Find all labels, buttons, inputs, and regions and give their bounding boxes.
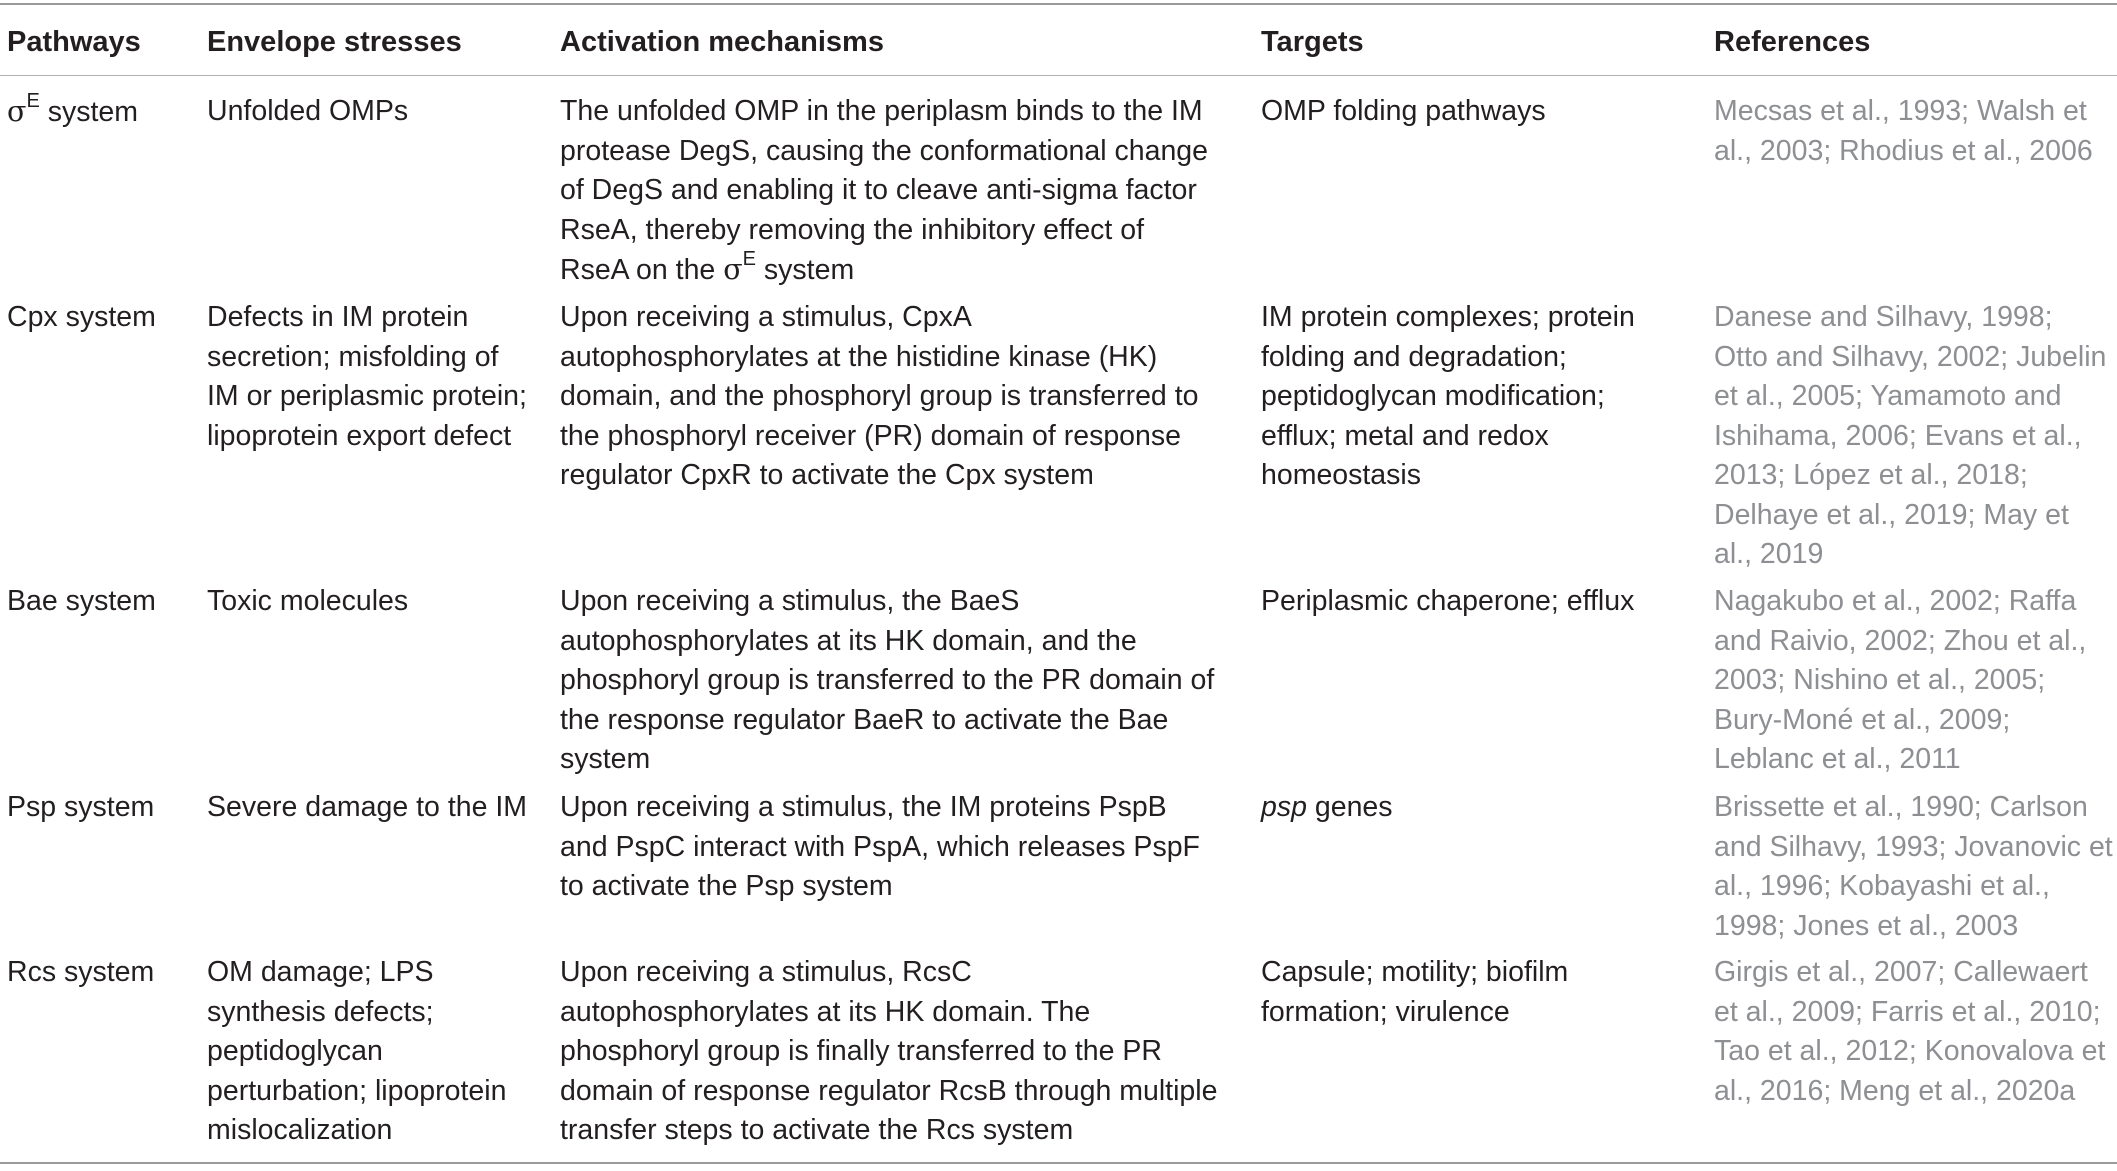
pathway-cell: Bae system <box>7 585 156 617</box>
references-cell[interactable]: Brissette et al., 1990; Carlson and Silhavy, 1993; Jovanovic et al., 1996; Kobayashi et al., 1998; Jones et al., 2003 <box>1714 791 2113 942</box>
stress-cell: OM damage; LPS synthesis defects; peptidoglycan perturbation; lipoprotein mislocalization <box>207 956 507 1146</box>
stress-cell: Toxic molecules <box>207 585 409 617</box>
pathway-cell: $\sigma^E$ system <box>7 89 138 128</box>
stress-cell: Defects in IM protein secretion; misfolding of IM or periplasmic protein; lipoprotein export defect <box>207 301 527 452</box>
pathway-cell: Rcs system <box>7 956 155 988</box>
target-cell: psp genes <box>1261 791 1393 823</box>
mechanism-cell: Upon receiving a stimulus, the IM proteins PspB and PspC interact with PspA, which releases PspF to activate the Psp system <box>560 791 1200 902</box>
target-cell: IM protein complexes; protein folding and degradation; peptidoglycan modification; efflux; metal and redox homeostasis <box>1261 301 1635 491</box>
mechanism-cell: Upon receiving a stimulus, RcsC autophosphorylates at its HK domain. The phosphoryl group is finally transferred to the PR domain of response regulator RcsB through multiple transfer steps to activate the Rcs system <box>560 956 1218 1146</box>
header-pathways: Pathways <box>7 26 141 58</box>
header-rule <box>0 75 2117 76</box>
references-cell[interactable]: Mecsas et al., 1993; Walsh et al., 2003; Rhodius et al., 2006 <box>1714 95 2093 167</box>
pathway-cell: Cpx system <box>7 301 156 333</box>
stress-cell: Unfolded OMPs <box>207 95 409 127</box>
references-cell[interactable]: Nagakubo et al., 2002; Raffa and Raivio, 2002; Zhou et al., 2003; Nishino et al., 2005; Bury-Moné et al., 2009; Leblanc et al., 2011 <box>1714 585 2087 775</box>
pathway-cell: Psp system <box>7 791 155 823</box>
references-cell[interactable]: Danese and Silhavy, 1998; Otto and Silhavy, 2002; Jubelin et al., 2005; Yamamoto and Ishihama, 2006; Evans et al., 2013; López et al., 2018; Delhaye et al., 2019; May et al., 2019 <box>1714 301 2107 570</box>
references-cell[interactable]: Girgis et al., 2007; Callewaert et al., 2009; Farris et al., 2010; Tao et al., 2012; Konovalova et al., 2016; Meng et al., 2020a <box>1714 956 2106 1107</box>
table-bottom-rule <box>0 1162 2117 1164</box>
header-targets: Targets <box>1261 26 1364 58</box>
table-top-rule <box>0 3 2117 5</box>
target-cell: Capsule; motility; biofilm formation; virulence <box>1261 956 1569 1028</box>
target-cell: OMP folding pathways <box>1261 95 1546 127</box>
header-envelope-stresses: Envelope stresses <box>207 26 462 58</box>
header-references: References <box>1714 26 1871 58</box>
mechanism-cell: Upon receiving a stimulus, CpxA autophosphorylates at the histidine kinase (HK) domain, and the phosphoryl group is transferred to the phosphoryl receiver (PR) domain of response regulator CpxR to activate the Cpx system <box>560 301 1199 491</box>
mechanism-cell: Upon receiving a stimulus, the BaeS autophosphorylates at its HK domain, and the phosphoryl group is transferred to the PR domain of the response regulator BaeR to activate the Bae system <box>560 585 1215 775</box>
mechanism-cell: The unfolded OMP in the periplasm binds to the IM protease DegS, causing the conformational change of DegS and enabling it to cleave anti-sigma factor RseA, thereby removing the inhibitory effect of RseA on the $\sigma^E$ system <box>560 95 1208 286</box>
header-activation-mechanisms: Activation mechanisms <box>560 26 884 58</box>
target-cell: Periplasmic chaperone; efflux <box>1261 585 1635 617</box>
stress-cell: Severe damage to the IM <box>207 791 528 823</box>
